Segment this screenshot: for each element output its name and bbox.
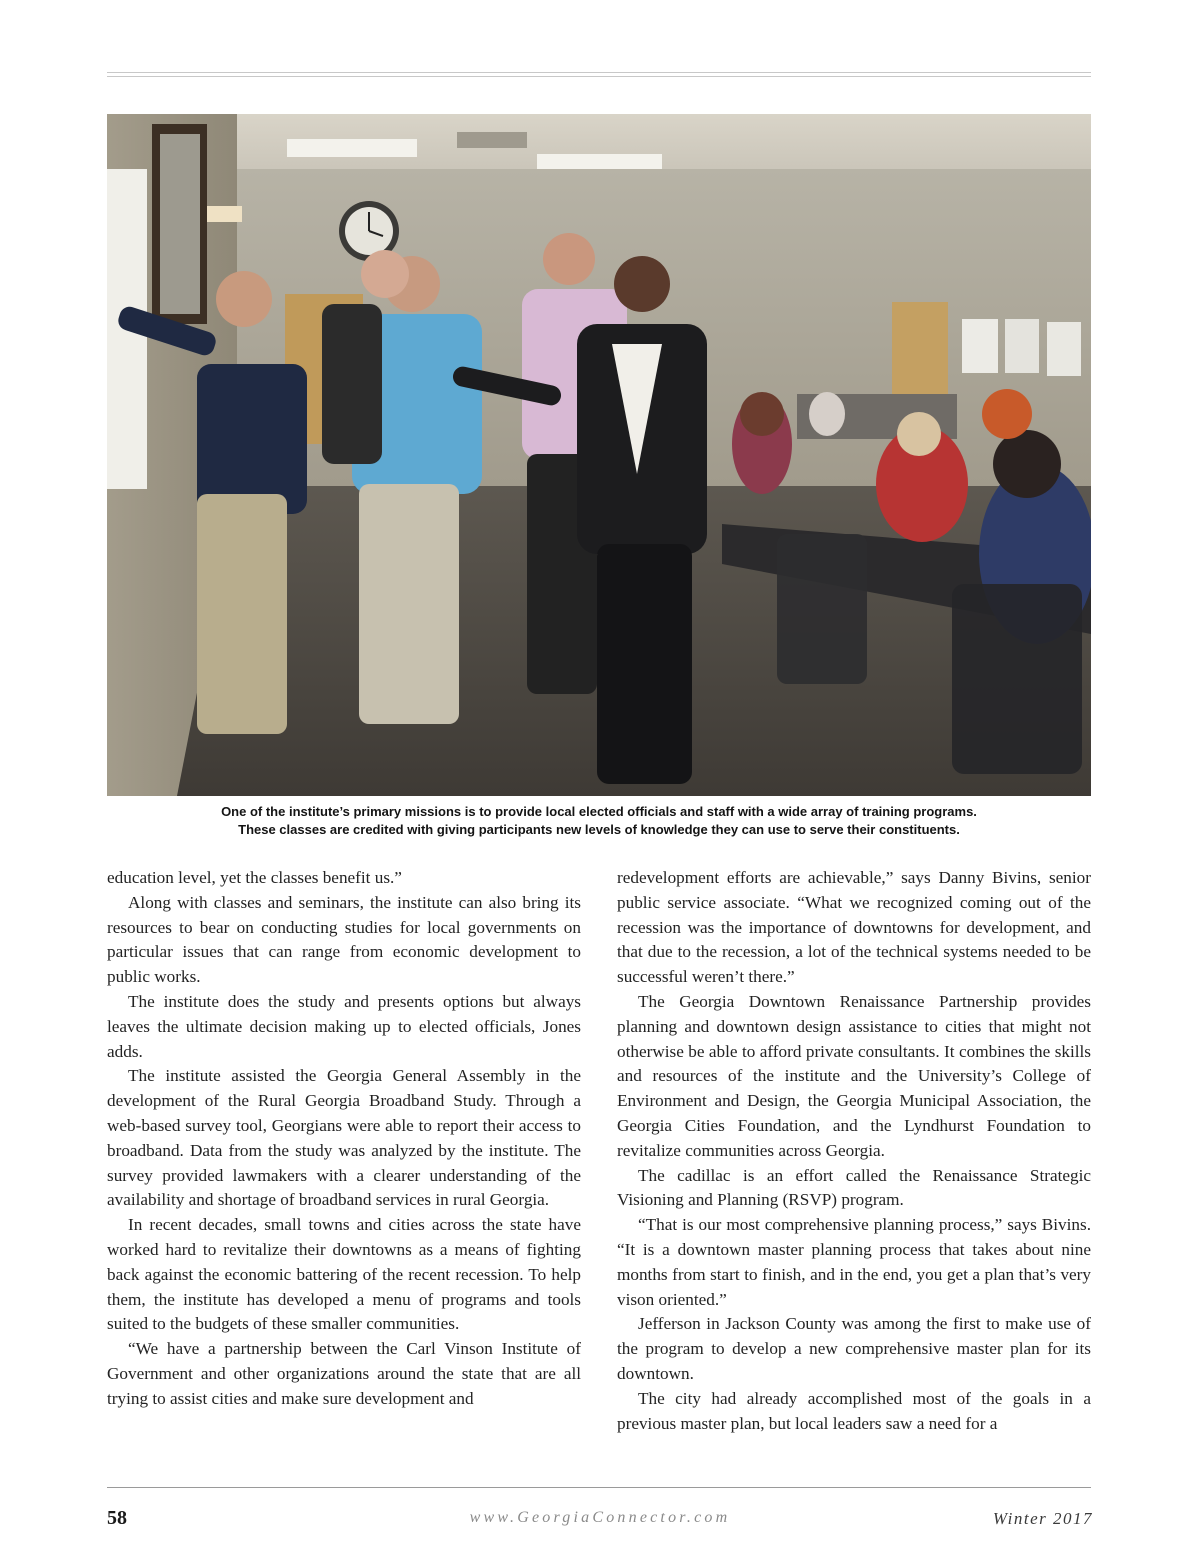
- right-column: [617, 866, 1091, 1436]
- right-paragraph-6: The city had already accomplished most of the goals in a previous master plan, but local leaders saw a need for a: [617, 1388, 1091, 1433]
- website-url[interactable]: www.GeorgiaConnector.com: [469, 1509, 731, 1526]
- page-number: 58: [107, 1507, 127, 1529]
- issue-label: Winter 2017: [992, 1509, 1093, 1528]
- caption-line-2: These classes are credited with giving participants new levels of knowledge they can use to serve their constituents.: [238, 822, 960, 837]
- left-paragraph-4: The institute assisted the Georgia General Assembly in the development of the Rural Georgia Broadband Study. Through a web-based survey tool, Georgians were able to report their access to broadband. Data from the study was analyzed by the institute. The survey provided lawmakers with a clearer understanding of the availability and shortage of broadband services in rural Georgia.: [107, 1066, 581, 1210]
- left-paragraph-5: In recent decades, small towns and cities across the state have worked hard to revitalize their downtowns as a means of fighting back against the economic battering of the recent recession. To help them, the institute has developed a menu of programs and tools suited to the budgets of these smaller communities.: [107, 1215, 581, 1334]
- right-paragraph-3: The cadillac is an effort called the Renaissance Strategic Visioning and Planning (RSVP) program.: [617, 1165, 1091, 1210]
- left-paragraph-1: education level, yet the classes benefit us.”: [107, 868, 402, 887]
- caption-line-1: One of the institute’s primary missions is to provide local elected officials and staff with a wide array of training programs.: [221, 804, 977, 819]
- right-paragraph-1: redevelopment efforts are achievable,” says Danny Bivins, senior public service associate. “What we recognized coming out of the recession was the importance of downtowns for development, and that due to the recession, a lot of the technical systems needed to be successful weren’t there.”: [617, 868, 1091, 987]
- right-paragraph-4: “That is our most comprehensive planning process,” says Bivins. “It is a downtown master planning process that takes about nine months from start to finish, and in the end, you get a plan that’s very vison oriented.”: [617, 1215, 1091, 1309]
- right-paragraph-2: The Georgia Downtown Renaissance Partnership provides planning and downtown design assistance to cities that might not otherwise be able to afford private consultants. It combines the skills and resources of the institute and the University’s College of Environment and Design, the Georgia Municipal Association, the Georgia Cities Foundation, and the Lyndhurst Foundation to revitalize communities across Georgia.: [617, 991, 1091, 1160]
- left-paragraph-3: The institute does the study and presents options but always leaves the ultimate decision making up to elected officials, Jones adds.: [107, 991, 581, 1061]
- left-paragraph-6: “We have a partnership between the Carl Vinson Institute of Government and other organizations around the state that are all trying to assist cities and make sure development and: [107, 1339, 581, 1408]
- left-paragraph-2: Along with classes and seminars, the institute can also bring its resources to bear on conducting studies for local governments on particular issues that can range from economic development to public works.: [107, 892, 581, 987]
- left-column: [107, 866, 581, 1412]
- training-session-photo: [107, 114, 1091, 796]
- right-paragraph-5: Jefferson in Jackson County was among the first to make use of the program to develop a new comprehensive master plan for its downtown.: [617, 1314, 1091, 1383]
- photo-caption: [107, 803, 1091, 839]
- header-rule-secondary: [107, 76, 1091, 77]
- header-rule: [107, 72, 1091, 73]
- footer-rule: [107, 1487, 1091, 1488]
